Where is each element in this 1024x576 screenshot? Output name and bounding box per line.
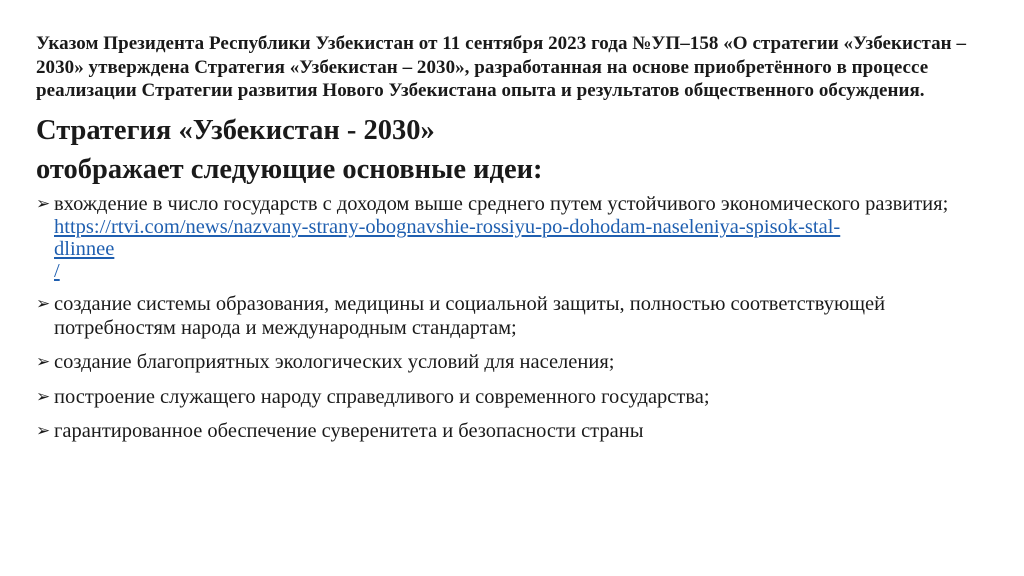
ideas-list [36, 193, 976, 444]
source-link-line1: https://rtvi.com/news/nazvany-strany-obognavshie-rossiyu-po-dohodam-naseleniya-spisok-stal- [54, 216, 841, 238]
source-link-line3: / [54, 260, 60, 282]
arrow-bullet-icon: ➢ [36, 386, 51, 407]
list-item-text: построение служащего народу справедливого и современного государства; [54, 385, 710, 408]
source-link-line2: dlinnee [54, 238, 115, 260]
intro-paragraph: Указом Президента Республики Узбекистан от 11 сентября 2023 года №УП–158 «О стратегии «Узбекистан – 2030» утверждена Стратегия «Узбекистан – 2030», разработанная на основе приобретённого в процессе реализации Стратегии развития Нового Узбекистана опыта и результатов общественного обсуждения. [36, 33, 966, 101]
source-link[interactable] [54, 216, 976, 282]
slide-content [36, 32, 976, 455]
list-item-text: создание системы образования, медицины и социальной защиты, полностью соответствующей потребностям народа и международным стандартам; [54, 293, 886, 339]
list-item [36, 193, 976, 283]
arrow-bullet-icon: ➢ [36, 193, 51, 214]
arrow-bullet-icon: ➢ [36, 294, 51, 314]
list-item [36, 351, 976, 375]
list-item-text: гарантированное обеспечение суверенитета и безопасности страны [54, 420, 644, 442]
list-item [36, 386, 976, 410]
list-item-text: создание благоприятных экологических условий для населения; [54, 351, 615, 373]
arrow-bullet-icon: ➢ [36, 421, 51, 441]
list-item-text: вхождение в число государств с доходом выше среднего путем устойчивого экономического развития; [54, 192, 949, 215]
list-item [36, 420, 976, 444]
strategy-title: Стратегия «Узбекистан - 2030» [36, 114, 435, 146]
strategy-subtitle: отображает следующие основные идеи: [36, 153, 543, 185]
arrow-bullet-icon: ➢ [36, 352, 51, 372]
list-item [36, 293, 976, 340]
